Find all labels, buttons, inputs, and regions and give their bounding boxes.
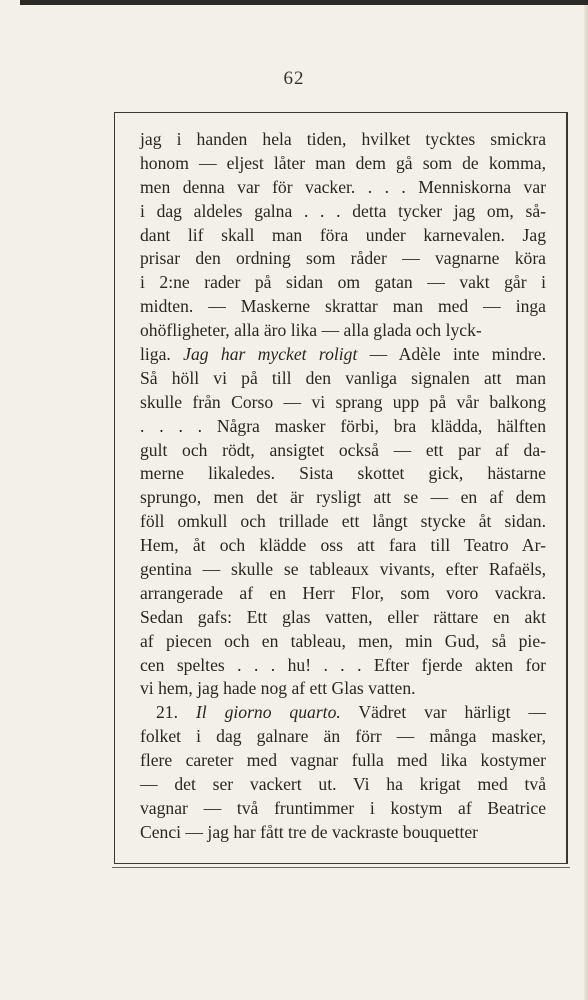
text-segment: 21. (156, 702, 196, 723)
text-line: honom — eljest låter man dem gå som de komma, (140, 152, 546, 173)
text-line: gentina — skulle se tableaux vivants, efter Rafaëls, (140, 559, 546, 580)
text-line: Hem, åt och klädde oss att fara till Teatro Ar- (140, 535, 546, 556)
body-text (140, 128, 546, 845)
text-line: sprungo, men det är rysligt att se — en af dem (140, 487, 546, 508)
page-top-edge (20, 0, 588, 5)
text-line: merne likaledes. Sista skottet gick, hästarne (140, 463, 546, 484)
text-line: Så höll vi på till den vanliga signalen att man (140, 367, 546, 388)
italic-phrase: Jag har mycket roligt (183, 344, 358, 365)
frame-bottom-rule (112, 867, 570, 868)
text-line: . . . . Några masker förbi, bra klädda, hälften (140, 415, 546, 436)
text-line: flere careter med vagnar fulla med lika kostymer (140, 750, 546, 771)
text-line: cen speltes . . . hu! . . . Efter fjerde akten for (140, 654, 546, 675)
text-line: skulle från Corso — vi sprang upp på vår balkong (140, 391, 546, 412)
text-line: — det ser vackert ut. Vi ha krigat med två (140, 774, 546, 795)
text-line (140, 343, 546, 367)
text-line (140, 701, 546, 725)
text-line: vi hem, jag hade nog af ett Glas vatten. (140, 678, 416, 699)
text-line: dant lif skall man föra under karnevalen. Jag (140, 224, 546, 245)
text-line: Cenci — jag har fått tre de vackraste bouquetter (140, 821, 479, 842)
italic-phrase: Il giorno quarto. (195, 702, 341, 723)
text-line: föll omkull och trillade ett långt stycke åt sidan. (140, 511, 546, 532)
text-line: ohöfligheter, alla äro lika — alla glada och lyck- (140, 320, 482, 341)
page-number: 62 (283, 68, 305, 89)
page-right-edge (584, 5, 588, 1000)
text-segment: liga. (140, 344, 184, 365)
text-segment: — Adèle inte mindre. (357, 344, 546, 365)
text-segment: Vädret var härligt — (340, 702, 546, 723)
text-line: midten. — Maskerne skrattar man med — inga (140, 296, 546, 317)
text-line: vagnar — två fruntimmer i kostym af Beatrice (140, 797, 546, 818)
text-line: i 2:ne rader på sidan om gatan — vakt går i (140, 272, 546, 293)
text-line: jag i handen hela tiden, hvilket tycktes smickra (140, 129, 546, 149)
text-line: af piecen och en tableau, men, min Gud, så pie- (140, 630, 546, 651)
text-line: folket i dag galnare än förr — många masker, (140, 726, 546, 747)
text-line: men denna var för vacker. . . . Menniskorna var (140, 176, 546, 197)
text-line: arrangerade af en Herr Flor, som voro vackra. (140, 582, 546, 603)
text-line: i dag aldeles galna . . . detta tycker jag om, så- (140, 200, 546, 221)
text-line: gult och rödt, ansigtet också — ett par af da- (140, 439, 546, 460)
text-line: prisar den ordning som råder — vagnarne köra (140, 248, 546, 269)
text-line: Sedan gafs: Ett glas vatten, eller rättare en akt (140, 606, 546, 627)
